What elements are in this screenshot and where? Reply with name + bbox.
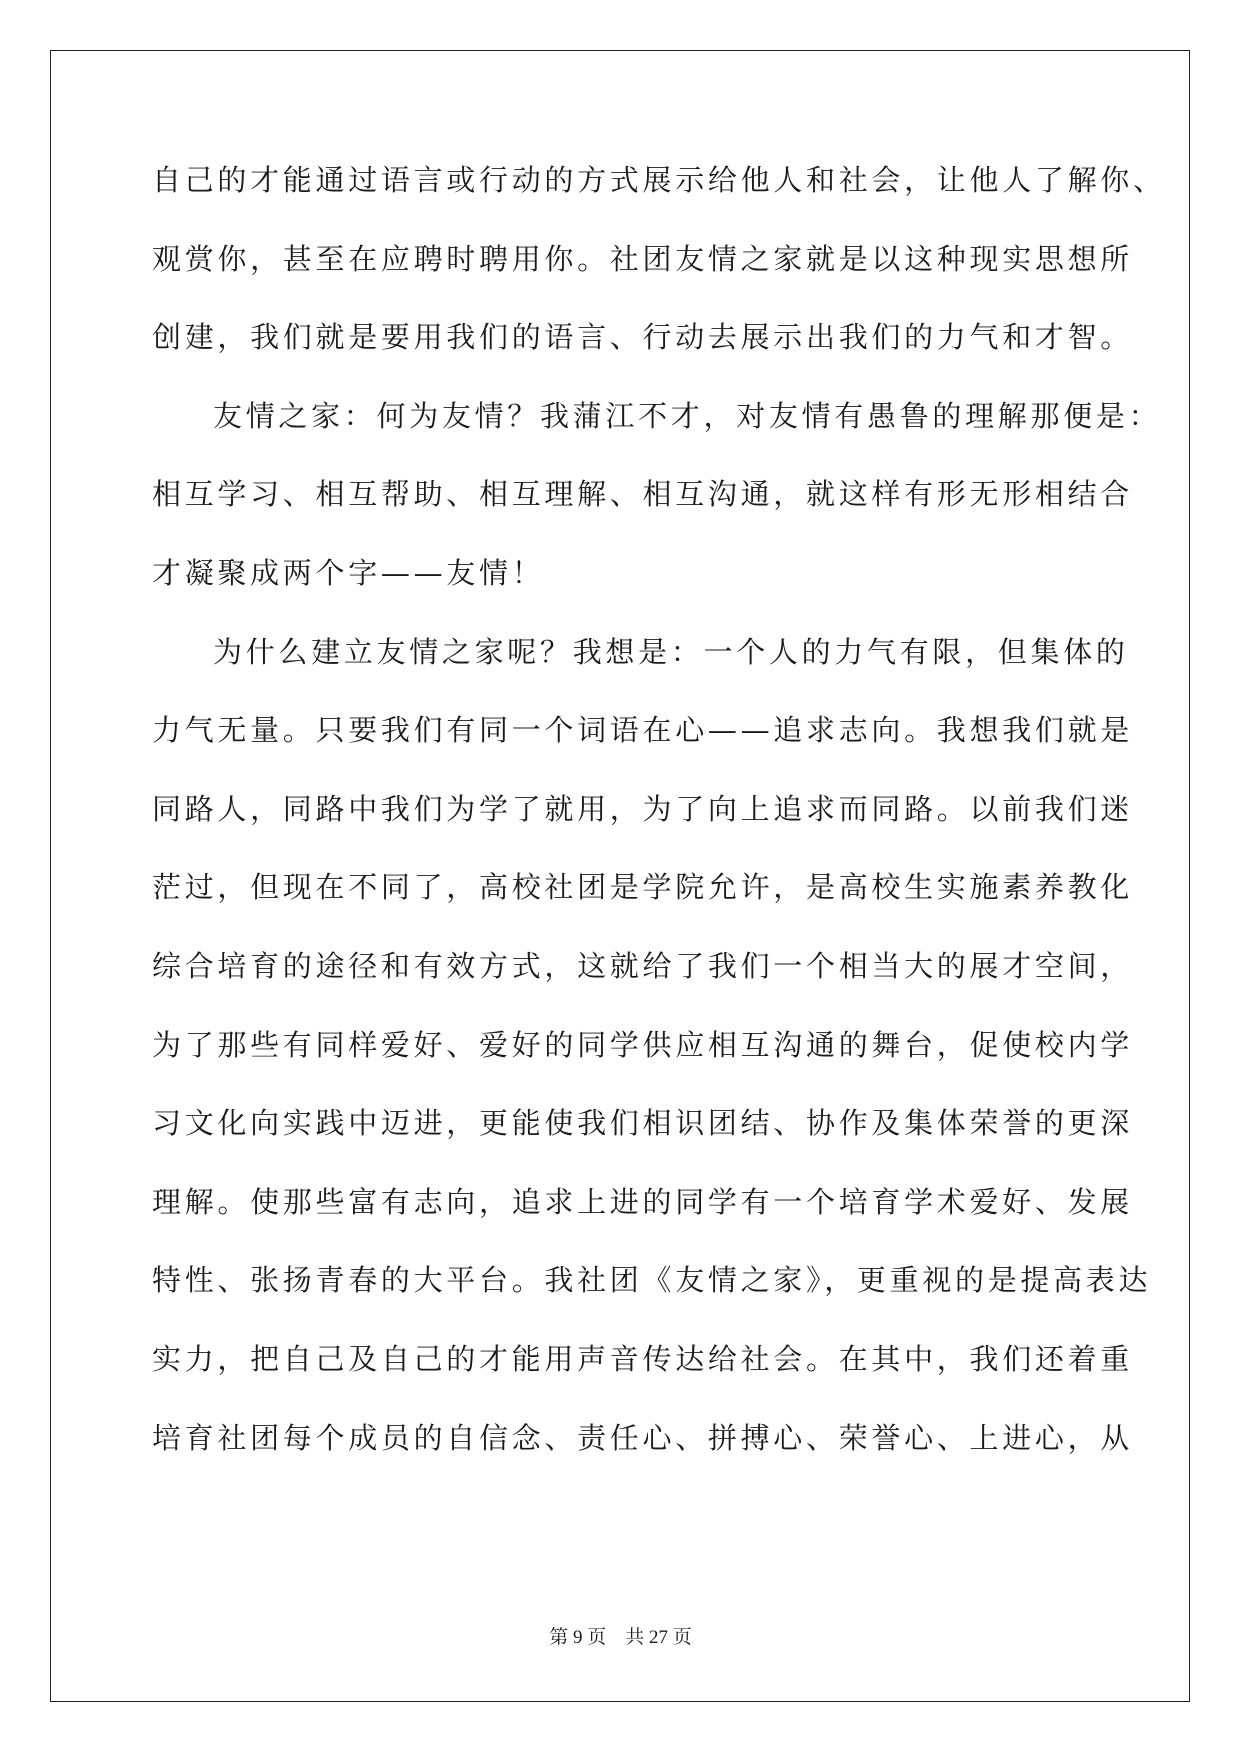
document-body	[152, 162, 1166, 1498]
text-line: 为了那些有同样爱好、爱好的同学供应相互沟通的舞台，促使校内学	[152, 1027, 1134, 1062]
text-line: 同路人，同路中我们为学了就用，为了向上追求而同路。以前我们迷	[152, 791, 1134, 826]
text-line: 综合培育的途径和有效方式，这就给了我们一个相当大的展才空间，	[152, 948, 1134, 983]
text-line: 习文化向实践中迈进，更能使我们相识团结、协作及集体荣誉的更深	[152, 1106, 1134, 1141]
text-line: 自己的才能通过语言或行动的方式展示给他人和社会，让他人了解你、	[152, 163, 1166, 197]
text-line: 特性、张扬青春的大平台。我社团《友情之家》，更重视的是提高表达	[152, 1263, 1152, 1298]
text-line: 茫过，但现在不同了，高校社团是学院允许，是高校生实施素养教化	[152, 870, 1134, 905]
page-number-footer: 第 9 页 共 27 页	[549, 1627, 692, 1648]
text-line: 观赏你，甚至在应聘时聘用你。社团友情之家就是以这种现实思想所	[152, 241, 1134, 276]
paragraph-start-line: 友情之家：何为友情？我蒲江不才，对友情有愚鲁的理解那便是：	[213, 398, 1162, 433]
text-line: 创建，我们就是要用我们的语言、行动去展示出我们的力气和才智。	[152, 320, 1134, 355]
text-line: 培育社团每个成员的自信念、责任心、拼搏心、荣誉心、上进心，从	[152, 1420, 1134, 1455]
text-line: 相互学习、相互帮助、相互理解、相互沟通，就这样有形无形相结合	[152, 477, 1134, 512]
text-line: 力气无量。只要我们有同一个词语在心——追求志向。我想我们就是	[152, 713, 1134, 748]
paragraph-start-line: 为什么建立友情之家呢？我想是：一个人的力气有限，但集体的	[213, 634, 1129, 669]
text-line: 才凝聚成两个字——友情！	[152, 555, 545, 590]
text-line: 理解。使那些富有志向，追求上进的同学有一个培育学术爱好、发展	[152, 1184, 1134, 1219]
text-line: 实力，把自己及自己的才能用声音传达给社会。在其中，我们还着重	[152, 1341, 1134, 1376]
